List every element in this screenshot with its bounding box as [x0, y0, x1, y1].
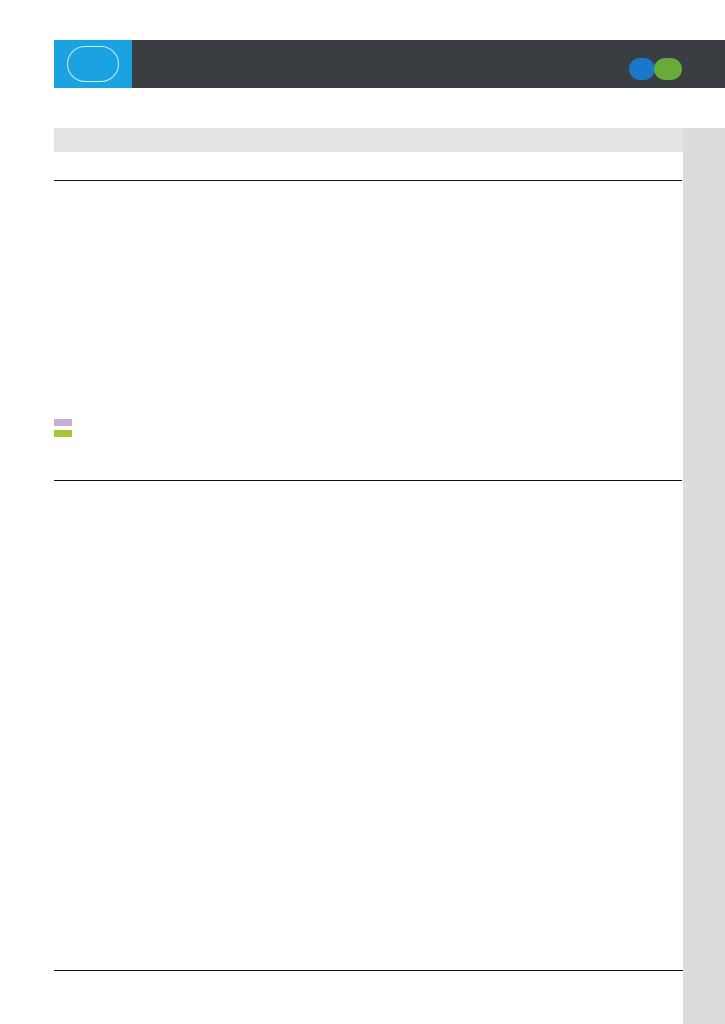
divider: [54, 180, 682, 181]
trol-badge: [654, 58, 682, 80]
lilac-swatch: [54, 419, 72, 426]
lime-swatch: [54, 430, 72, 437]
legend-lime: [54, 428, 78, 438]
divider: [54, 480, 682, 481]
legend-lilac: [54, 417, 78, 427]
logo-text: [67, 46, 119, 82]
right-margin-band: [683, 128, 725, 1024]
grey-band: [54, 128, 683, 152]
zkm-logo: [54, 40, 132, 88]
header-bar: [54, 40, 725, 88]
footer-divider: [54, 970, 683, 971]
bus-badge: [629, 58, 655, 80]
